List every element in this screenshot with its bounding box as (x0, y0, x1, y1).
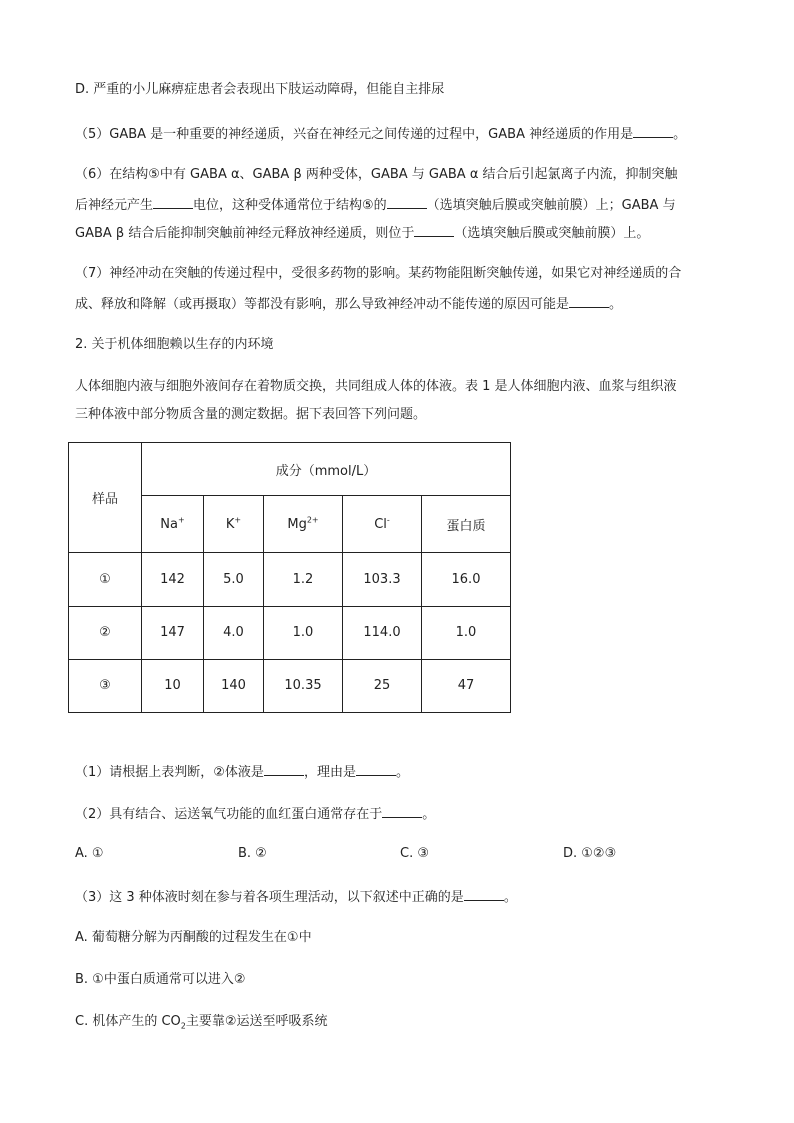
component-group-header: 成分（mmol/L） (142, 443, 511, 496)
sub-question-3-text: （3）这 3 种体液时刻在参与着各项生理活动，以下叙述中正确的是 (75, 890, 464, 905)
question-2-intro-line-1: 人体细胞内液与细胞外液间存在着物质交换，共同组成人体的体液。表 1 是人体细胞内液、血浆与组织液 (75, 379, 677, 394)
sub-question-1-text: （1）请根据上表判断，②体液是 (75, 765, 264, 780)
value-cell: 140 (204, 659, 264, 712)
value-cell: 103.3 (343, 553, 422, 606)
value-cell: 47 (422, 659, 511, 712)
answer-blank[interactable] (153, 194, 193, 209)
question-6-text: 电位，这种受体通常位于结构⑤的 (193, 198, 387, 213)
sub-question-3 (75, 886, 517, 908)
question-7-line-2 (75, 293, 622, 315)
punctuation: 。 (395, 765, 409, 780)
value-cell: 147 (142, 606, 204, 659)
question-6-text: 后神经元产生 (75, 198, 154, 213)
column-header-protein: 蛋白质 (422, 496, 511, 553)
value-cell: 25 (343, 659, 422, 712)
column-header-k: K+ (204, 496, 264, 553)
value-cell: 142 (142, 553, 204, 606)
value-cell: 1.2 (264, 553, 343, 606)
question-2-intro-line-2: 三种体液中部分物质含量的测定数据。据下表回答下列问题。 (75, 407, 427, 422)
sample-cell: ② (69, 606, 142, 659)
question-2-title: 2. 关于机体细胞赖以生存的内环境 (75, 337, 274, 352)
value-cell: 5.0 (204, 553, 264, 606)
option-a[interactable]: A. ① (75, 846, 104, 861)
answer-blank[interactable] (414, 222, 454, 237)
question-6-line-3 (75, 222, 649, 244)
sub-question-1-text: ，理由是 (303, 765, 356, 780)
sub-question-2-text: （2）具有结合、运送氧气功能的血红蛋白通常存在于 (75, 807, 383, 822)
option-c[interactable]: C. ③ (400, 846, 429, 861)
column-header-cl: Cl- (343, 496, 422, 553)
sample-cell: ① (69, 553, 142, 606)
question-6-text: （选填突触后膜或突触前膜）上；GABA 与 (426, 198, 676, 213)
value-cell: 1.0 (422, 606, 511, 659)
question-6-line-2 (75, 194, 676, 216)
answer-blank[interactable] (264, 761, 304, 776)
value-cell: 10 (142, 659, 204, 712)
composition-table (68, 442, 511, 713)
answer-blank[interactable] (382, 803, 422, 818)
sub-question-1 (75, 761, 409, 783)
answer-blank[interactable] (569, 293, 609, 308)
value-cell: 4.0 (204, 606, 264, 659)
sample-header: 样品 (69, 443, 142, 553)
table-row (69, 659, 511, 712)
question-7-line-1: （7）神经冲动在突触的传递过程中，受很多药物的影响。某药物能阻断突触传递，如果它对神经递质的合 (75, 266, 682, 281)
value-cell: 1.0 (264, 606, 343, 659)
sub-question-3-option-a: A. 葡萄糖分解为丙酮酸的过程发生在①中 (75, 930, 312, 945)
question-5-text: （5）GABA 是一种重要的神经递质，兴奋在神经元之间传递的过程中，GABA 神经递质的作用是 (75, 127, 634, 142)
question-6-text: GABA β 结合后能抑制突触前神经元释放神经递质，则位于 (75, 226, 415, 241)
value-cell: 16.0 (422, 553, 511, 606)
question-5 (75, 123, 686, 145)
option-b[interactable]: B. ② (238, 846, 267, 861)
answer-blank[interactable] (387, 194, 427, 209)
punctuation: 。 (503, 890, 517, 905)
sub-question-3-option-b: B. ①中蛋白质通常可以进入② (75, 972, 246, 987)
option-c-text: C. 机体产生的 CO (75, 1014, 181, 1029)
question-6-text: （选填突触后膜或突触前膜）上。 (454, 226, 650, 241)
question-6-line-1: （6）在结构⑤中有 GABA α、GABA β 两种受体，GABA 与 GABA α 结合后引起氯离子内流，抑制突触 (75, 167, 678, 182)
sub-question-3-option-c (75, 1012, 328, 1032)
table-row (69, 553, 511, 606)
table-row (69, 606, 511, 659)
value-cell: 10.35 (264, 659, 343, 712)
answer-blank[interactable] (633, 123, 673, 138)
answer-blank[interactable] (464, 886, 504, 901)
answer-blank[interactable] (356, 761, 396, 776)
punctuation: 。 (422, 807, 436, 822)
option-d[interactable]: D. ①②③ (563, 846, 617, 861)
sub-question-2 (75, 803, 435, 825)
punctuation: 。 (673, 127, 687, 142)
option-c-text: 主要靠②运送至呼吸系统 (185, 1014, 328, 1029)
sample-cell: ③ (69, 659, 142, 712)
value-cell: 114.0 (343, 606, 422, 659)
subscript: 2 (180, 1021, 186, 1031)
question-7-text: 成、释放和降解（或再摄取）等都没有影响，那么导致神经冲动不能传递的原因可能是 (75, 297, 570, 312)
column-header-na: Na+ (142, 496, 204, 553)
column-header-mg: $Mg^{2+}$ (264, 496, 343, 553)
option-d-text: D. 严重的小儿麻痹症患者会表现出下肢运动障碍，但能自主排尿 (75, 82, 445, 97)
punctuation: 。 (609, 297, 623, 312)
